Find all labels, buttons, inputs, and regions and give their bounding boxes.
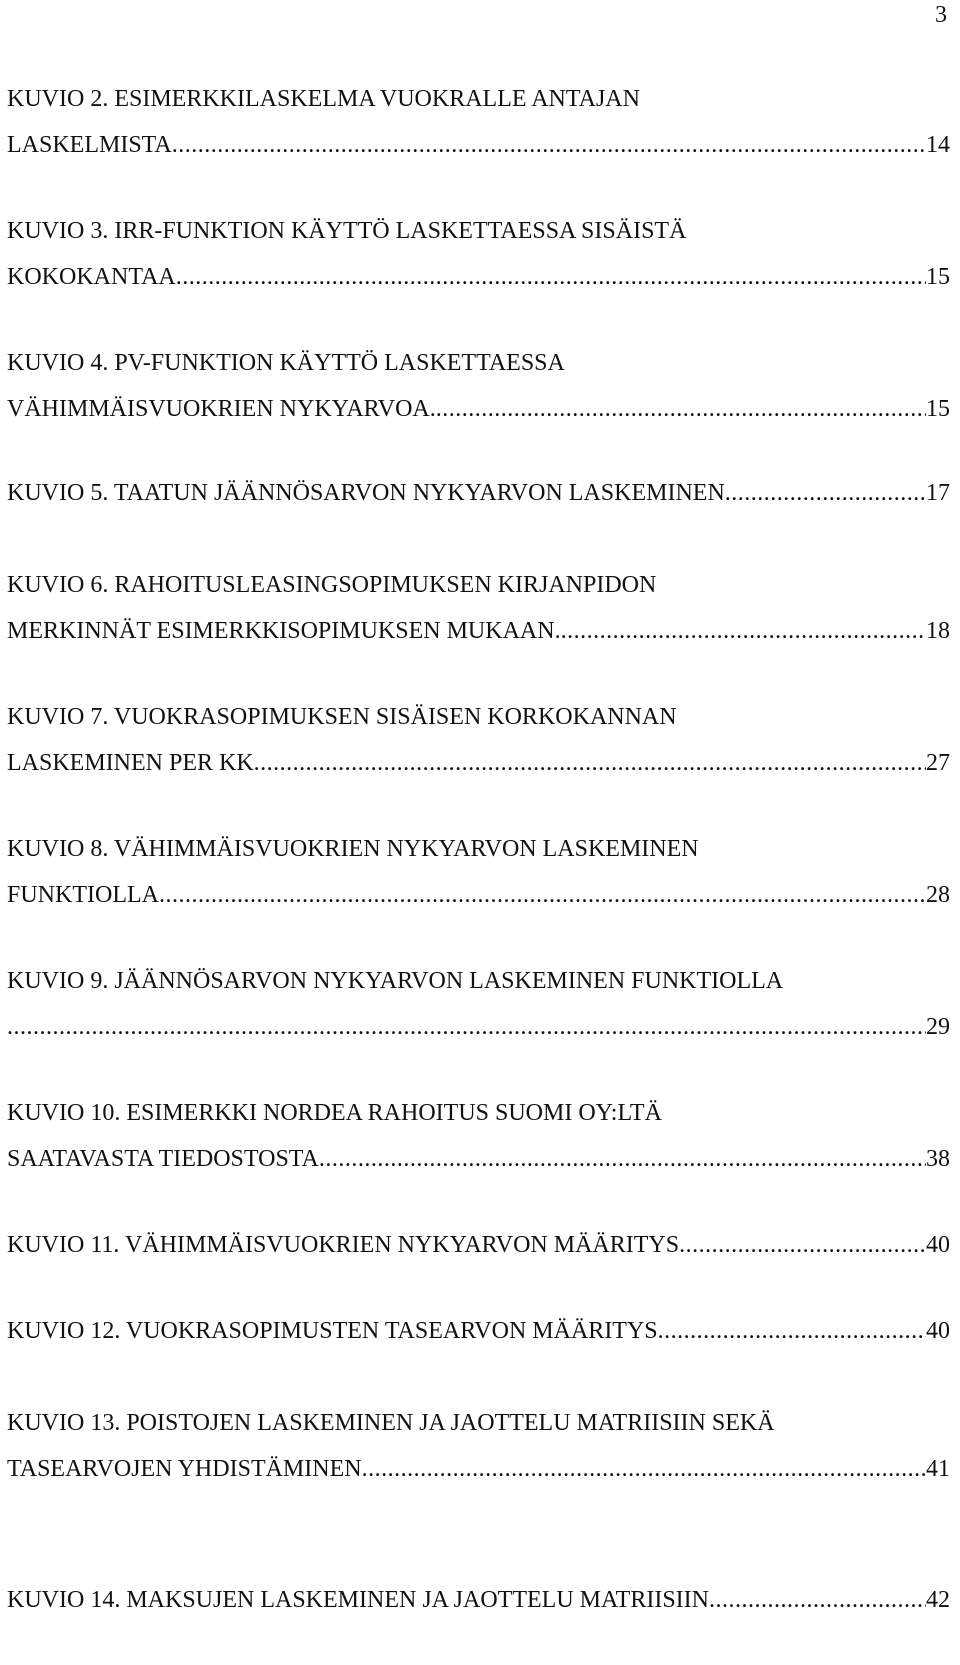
toc-entry-kuvio-3[interactable] (7, 208, 950, 300)
toc-entry-page: 15 (926, 264, 950, 290)
toc-entry-page: 27 (926, 750, 950, 776)
dot-leader (679, 1222, 926, 1268)
page-number: 3 (935, 2, 947, 28)
toc-entry-title-end: TASEARVOJEN YHDISTÄMINEN (7, 1456, 362, 1482)
toc-entry-page: 42 (926, 1587, 950, 1613)
toc-entry-title: KUVIO 4. PV-FUNKTION KÄYTTÖ LASKETTAESSA (7, 350, 565, 376)
toc-entry-title: KUVIO 13. POISTOJEN LASKEMINEN JA JAOTTELU MATRIISIIN SEKÄ (7, 1410, 775, 1436)
toc-entry-title: KUVIO 7. VUOKRASOPIMUKSEN SISÄISEN KORKOKANNAN (7, 704, 677, 730)
toc-entry-title-end: LASKELMISTA (7, 132, 172, 158)
toc-entry-kuvio-14[interactable] (7, 1577, 950, 1623)
toc-entry-page: 40 (926, 1232, 950, 1258)
toc-entry-kuvio-4[interactable] (7, 340, 950, 432)
dot-leader (254, 740, 926, 786)
toc-entry-title: KUVIO 11. VÄHIMMÄISVUOKRIEN NYKYARVON MÄÄRITYS (7, 1232, 680, 1258)
toc-entry-kuvio-9[interactable] (7, 958, 950, 1050)
toc-entry-title: KUVIO 9. JÄÄNNÖSARVON NYKYARVON LASKEMINEN FUNKTIOLLA (7, 968, 784, 994)
dot-leader (561, 608, 926, 654)
toc-entry-title-end: SAATAVASTA TIEDOSTOSTA (7, 1146, 319, 1172)
toc-entry-page: 14 (926, 132, 950, 158)
toc-entry-title-end: LASKEMINEN PER KK (7, 750, 254, 776)
toc-entry-kuvio-5[interactable] (7, 470, 950, 516)
toc-entry-page: 40 (926, 1318, 950, 1344)
toc-entry-kuvio-2[interactable] (7, 76, 950, 168)
toc-entry-title: KUVIO 14. MAKSUJEN LASKEMINEN JA JAOTTELU MATRIISIIN (7, 1587, 709, 1613)
toc-entry-title-end: MERKINNÄT ESIMERKKISOPIMUKSEN MUKAAN. (7, 618, 561, 644)
toc-entry-title-end: VÄHIMMÄISVUOKRIEN NYKYARVOA. (7, 396, 436, 422)
dot-leader (362, 1446, 926, 1492)
toc-entry-page: 38 (926, 1146, 950, 1172)
dot-leader (7, 1004, 926, 1050)
toc-entry-kuvio-8[interactable] (7, 826, 950, 918)
dot-leader (436, 386, 926, 432)
toc-entry-title: KUVIO 12. VUOKRASOPIMUSTEN TASEARVON MÄÄRITYS (7, 1318, 658, 1344)
toc-entry-page: 29 (926, 1014, 950, 1040)
toc-entry-kuvio-7[interactable] (7, 694, 950, 786)
toc-entry-kuvio-13[interactable] (7, 1400, 950, 1492)
toc-entry-page: 15 (926, 396, 950, 422)
dot-leader (176, 254, 926, 300)
toc-entry-title: KUVIO 6. RAHOITUSLEASINGSOPIMUKSEN KIRJANPIDON (7, 572, 657, 598)
toc-entry-title: KUVIO 2. ESIMERKKILASKELMA VUOKRALLE ANTAJAN (7, 86, 640, 112)
dot-leader (709, 1577, 926, 1623)
toc-entry-kuvio-11[interactable] (7, 1222, 950, 1268)
toc-entry-title: KUVIO 3. IRR-FUNKTION KÄYTTÖ LASKETTAESSA SISÄISTÄ (7, 218, 687, 244)
toc-entry-title-end: FUNKTIOLLA (7, 882, 159, 908)
dot-leader (725, 470, 926, 516)
toc-entry-kuvio-6[interactable] (7, 562, 950, 654)
toc-entry-page: 28 (926, 882, 950, 908)
dot-leader (319, 1136, 926, 1182)
dot-leader (172, 122, 926, 168)
toc-entry-page: 41 (926, 1456, 950, 1482)
toc-entry-page: 17 (926, 480, 950, 506)
toc-entry-title: KUVIO 8. VÄHIMMÄISVUOKRIEN NYKYARVON LASKEMINEN (7, 836, 699, 862)
dot-leader (159, 872, 926, 918)
toc-entry-kuvio-10[interactable] (7, 1090, 950, 1182)
dot-leader (658, 1308, 926, 1354)
toc-entry-kuvio-12[interactable] (7, 1308, 950, 1354)
toc-entry-title-end: KOKOKANTAA (7, 264, 176, 290)
toc-entry-page: 18 (926, 618, 950, 644)
toc-entry-title: KUVIO 10. ESIMERKKI NORDEA RAHOITUS SUOMI OY:LTÄ (7, 1100, 662, 1126)
toc-entry-title: KUVIO 5. TAATUN JÄÄNNÖSARVON NYKYARVON LASKEMINEN (7, 480, 725, 506)
